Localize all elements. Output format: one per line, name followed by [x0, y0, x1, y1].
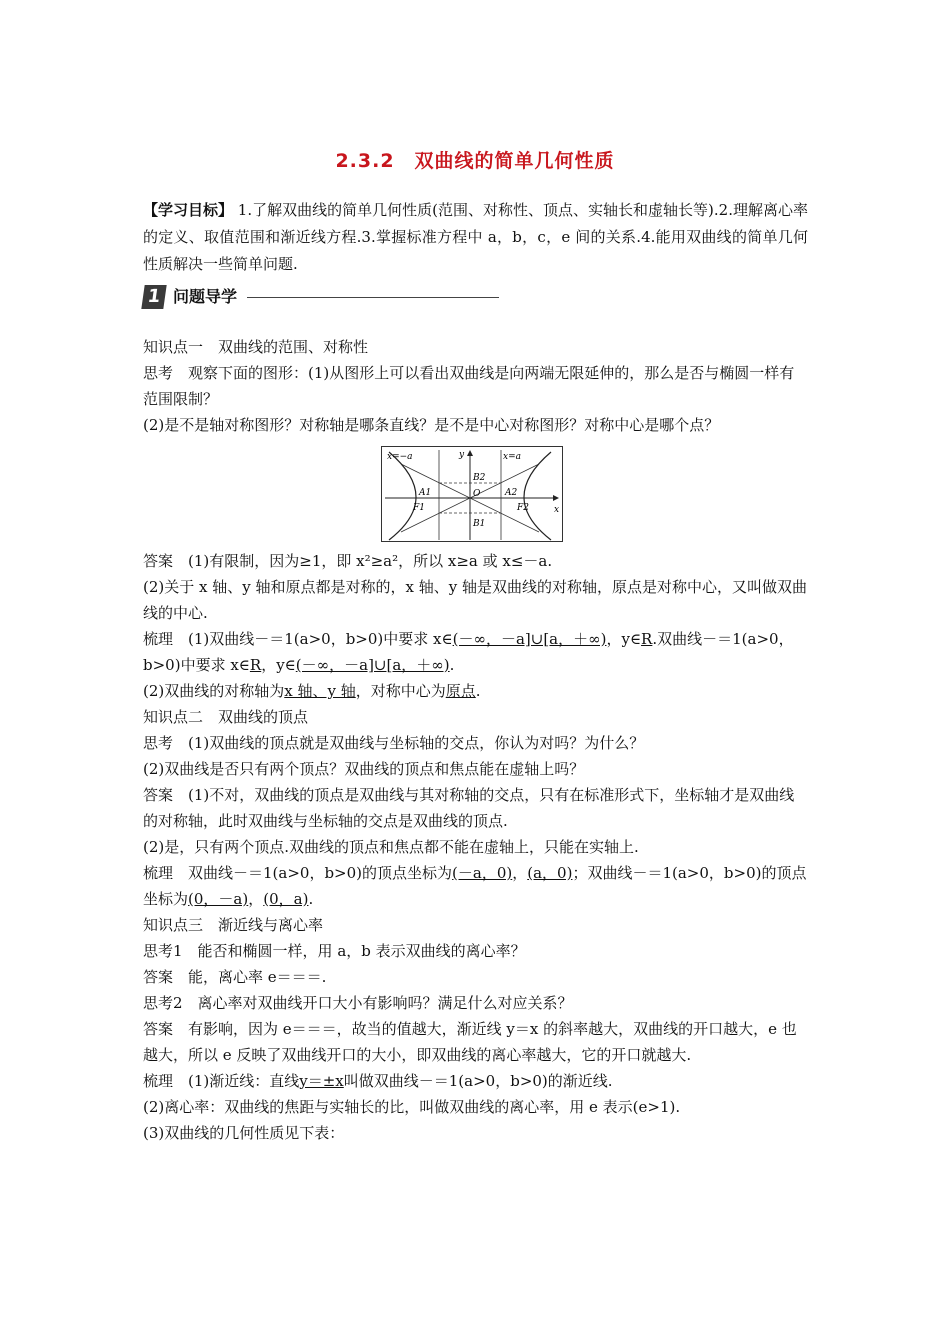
- think-2: 思考 (1)双曲线的顶点就是双曲线与坐标轴的交点，你认为对吗？为什么？: [143, 734, 645, 752]
- label-a1: A1: [419, 488, 432, 498]
- goals-text: 1.了解双曲线的简单几何性质(范围、对称性、顶点、实轴长和虚轴长等).2.理解离心率的定义、取值范围和渐近线方程.3.掌握标准方程中 a，b，c，e 间的关系.4.能用双曲线的简单几何性质解决一些简单问题.: [143, 201, 808, 273]
- summary-3: 梳理 (1)渐近线：直线y＝±x叫做双曲线－＝1(a>0，b>0)的渐近线.: [143, 1072, 613, 1090]
- think-4: 思考2 离心率对双曲线开口大小有影响吗？满足什么对应关系？: [143, 994, 573, 1012]
- label-f1: F1: [413, 503, 425, 513]
- label-a2: A2: [505, 488, 518, 498]
- blank-vertex-1: (－a，0): [452, 864, 513, 882]
- section-title: 问题导学: [173, 287, 238, 306]
- label-x: x: [554, 505, 560, 515]
- blank-range-x-2: R: [249, 656, 262, 674]
- blank-center: 原点: [445, 682, 476, 700]
- label-x-a: x=a: [503, 452, 521, 462]
- blank-range-y-2: (－∞，－a]∪[a，＋∞): [295, 656, 450, 674]
- answer-3: 答案 能，离心率 e＝＝＝.: [143, 968, 327, 986]
- label-origin: O: [473, 489, 481, 499]
- answer-1-2: (2)关于 x 轴、y 轴和原点都是对称的，x 轴、y 轴是双曲线的对称轴，原点是对称中心，又叫做双曲线的中心.: [143, 578, 807, 622]
- blank-range-x: (－∞，－a]∪[a，＋∞): [452, 630, 607, 648]
- think-1-2: (2)是不是轴对称图形？对称轴是哪条直线？是不是中心对称图形？对称中心是哪个点？: [143, 416, 720, 434]
- blank-axes: x 轴、y 轴: [284, 682, 356, 700]
- answer-1: 答案 (1)有限制，因为≥1，即 x²≥a²，所以 x≥a 或 x≤－a.: [143, 552, 553, 570]
- blank-vertex-4: (0，a): [263, 890, 309, 908]
- blank-vertex-3: (0，－a): [188, 890, 249, 908]
- knowledge-point-3: 知识点三 渐近线与离心率: [143, 916, 324, 934]
- knowledge-point-2: 知识点二 双曲线的顶点: [143, 708, 309, 726]
- label-f2: F2: [517, 503, 529, 513]
- answer-4: 答案 有影响，因为 e＝＝＝，故当的值越大，渐近线 y＝x 的斜率越大，双曲线的开口越大，e 也越大，所以 e 反映了双曲线开口的大小，即双曲线的离心率越大，它的开口就越大.: [143, 1020, 797, 1064]
- x-axis-arrow: [553, 495, 559, 501]
- section-number: 1: [141, 285, 166, 309]
- knowledge-point-1: 知识点一 双曲线的范围、对称性: [143, 338, 369, 356]
- label-x-minus-a: x=−a: [387, 452, 413, 462]
- hyperbola-figure: [381, 446, 563, 542]
- think-1: 思考 观察下面的图形：(1)从图形上可以看出双曲线是向两端无限延伸的，那么是否与椭圆一样有范围限制？: [143, 364, 795, 408]
- summary-3-3: (3)双曲线的几何性质见下表：: [143, 1124, 345, 1142]
- document-body: [143, 197, 808, 1146]
- blank-asymptote: y＝±x: [299, 1072, 344, 1090]
- summary-1: 梳理 (1)双曲线－＝1(a>0，b>0)中要求 x∈(－∞，－a]∪[a，＋∞)，y∈R.双曲线－＝1(a>0，b>0)中要求 x∈R，y∈(－∞，－a]∪[a，＋∞).: [143, 630, 794, 674]
- blank-vertex-2: (a，0): [527, 864, 573, 882]
- y-axis-arrow: [467, 450, 473, 456]
- section-divider: [247, 297, 499, 298]
- page-title: 2.3.2 双曲线的简单几何性质: [335, 150, 615, 172]
- label-b2: B2: [473, 473, 486, 483]
- summary-1-2: (2)双曲线的对称轴为x 轴、y 轴，对称中心为原点.: [143, 682, 481, 700]
- answer-2-2: (2)是，只有两个顶点.双曲线的顶点和焦点都不能在虚轴上，只能在实轴上.: [143, 838, 639, 856]
- summary-2: 梳理 双曲线－＝1(a>0，b>0)的顶点坐标为(－a，0)，(a，0)；双曲线－＝1(a>0，b>0)的顶点坐标为(0，－a)，(0，a).: [143, 864, 807, 908]
- blank-range-y: R: [641, 630, 653, 648]
- learning-goals: [143, 197, 808, 278]
- label-b1: B1: [473, 519, 486, 529]
- label-y: y: [459, 450, 465, 460]
- answer-2: 答案 (1)不对，双曲线的顶点是双曲线与其对称轴的交点，只有在标准形式下，坐标轴才是双曲线的对称轴，此时双曲线与坐标轴的交点是双曲线的顶点.: [143, 786, 795, 830]
- section-header: [143, 282, 808, 312]
- summary-3-2: (2)离心率：双曲线的焦距与实轴长的比，叫做双曲线的离心率，用 e 表示(e>1).: [143, 1098, 681, 1116]
- think-2-2: (2)双曲线是否只有两个顶点？双曲线的顶点和焦点能在虚轴上吗？: [143, 760, 585, 778]
- goals-label: 【学习目标】: [143, 201, 234, 219]
- think-3: 思考1 能否和椭圆一样，用 a，b 表示双曲线的离心率？: [143, 942, 526, 960]
